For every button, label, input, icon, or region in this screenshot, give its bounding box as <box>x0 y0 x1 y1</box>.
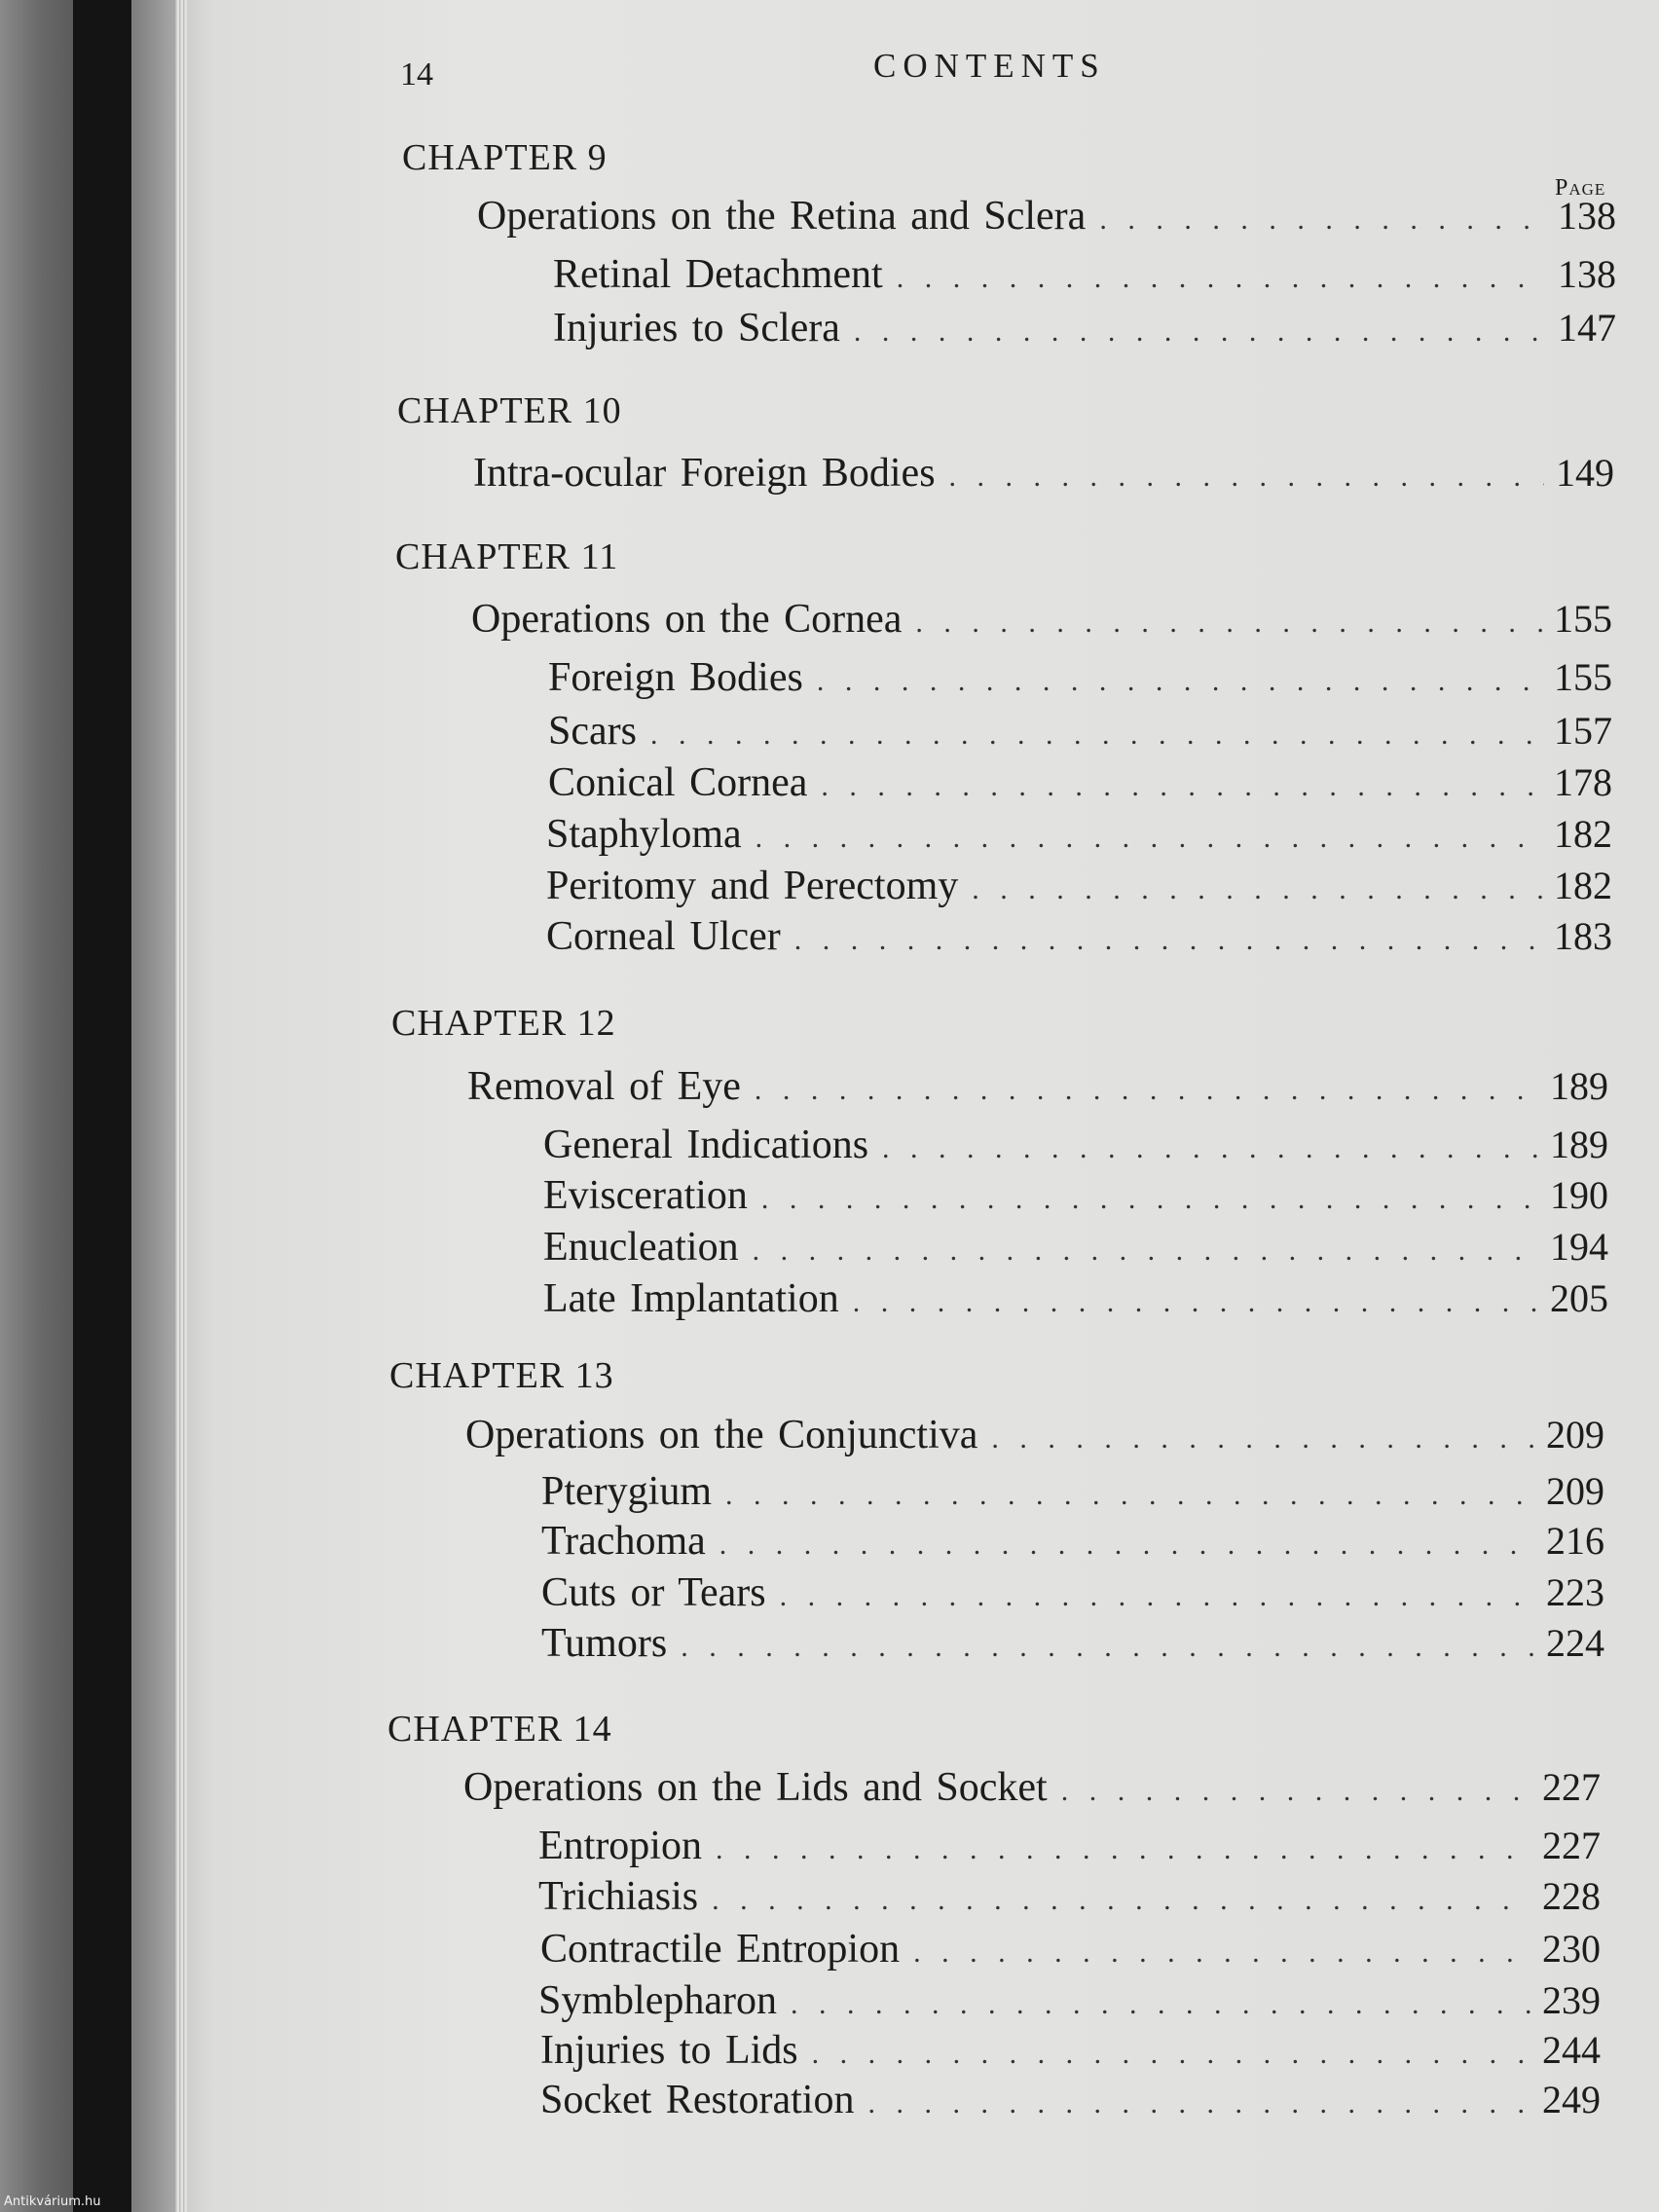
entry-label: Contractile Entropion <box>540 1927 901 1972</box>
toc-entry <box>541 1620 1604 1669</box>
entry-label: Late Implantation <box>543 1276 839 1321</box>
chapter-heading: CHAPTER 11 <box>395 536 619 577</box>
page-title: CONTENTS <box>873 47 1106 85</box>
entry-page: 194 <box>1550 1225 1608 1269</box>
toc-entry <box>543 1224 1608 1272</box>
toc-entry <box>540 1926 1601 1974</box>
dot-leader <box>794 924 1542 957</box>
dot-leader <box>650 719 1542 752</box>
dot-leader <box>712 1884 1530 1917</box>
entry-page: 239 <box>1542 1978 1601 2022</box>
dot-leader <box>897 262 1546 295</box>
entry-page: 224 <box>1546 1621 1604 1665</box>
dot-leader <box>681 1631 1534 1664</box>
entry-label: Removal of Eye <box>467 1064 741 1109</box>
entry-page: 216 <box>1546 1519 1604 1563</box>
dot-leader <box>1061 1775 1530 1808</box>
dot-leader <box>991 1422 1534 1456</box>
toc-entry <box>548 654 1612 703</box>
entry-label: Injuries to Lids <box>540 2028 798 2073</box>
toc-entry <box>540 2027 1601 2076</box>
dot-leader <box>867 2087 1530 2120</box>
toc-entry <box>538 1823 1601 1871</box>
entry-page: 190 <box>1550 1173 1608 1217</box>
entry-page: 147 <box>1558 306 1616 350</box>
entry-label: Scars <box>548 709 637 754</box>
toc-entry <box>538 1977 1601 2026</box>
entry-label: Symblepharon <box>538 1978 777 2023</box>
dot-leader <box>791 1988 1530 2021</box>
toc-entry <box>538 1873 1601 1922</box>
entry-label: Operations on the Conjunctiva <box>465 1413 978 1457</box>
dot-leader <box>812 2038 1530 2071</box>
entry-label: Corneal Ulcer <box>546 914 781 959</box>
entry-label: Socket Restoration <box>540 2078 855 2122</box>
dot-leader <box>780 1580 1534 1613</box>
entry-page: 227 <box>1542 1765 1601 1809</box>
entry-page: 138 <box>1558 194 1616 238</box>
toc-entry <box>471 596 1612 645</box>
page-edges <box>175 0 187 2212</box>
entry-page: 155 <box>1554 597 1612 641</box>
toc-entry <box>546 811 1612 860</box>
entry-label: Tumors <box>541 1621 668 1666</box>
dot-leader <box>756 822 1542 855</box>
entry-page: 182 <box>1554 864 1612 907</box>
entry-page: 209 <box>1546 1469 1604 1513</box>
entry-label: Intra-ocular Foreign Bodies <box>473 451 936 496</box>
toc-entry <box>541 1569 1604 1618</box>
entry-label: Staphyloma <box>546 812 742 857</box>
dot-leader <box>882 1132 1538 1165</box>
dot-leader <box>755 1074 1538 1107</box>
toc-entry <box>541 1468 1604 1517</box>
page-column-label: Page <box>1555 175 1606 201</box>
entry-label: Operations on the Retina and Sclera <box>477 194 1087 239</box>
entry-label: Pterygium <box>541 1469 712 1514</box>
entry-label: Trachoma <box>541 1519 706 1564</box>
dot-leader <box>853 1286 1538 1319</box>
dot-leader <box>854 315 1546 349</box>
entry-label: Retinal Detachment <box>553 252 883 297</box>
entry-page: 155 <box>1554 655 1612 699</box>
toc-entry <box>548 708 1612 756</box>
dot-leader <box>821 770 1542 803</box>
dot-leader <box>817 665 1542 698</box>
entry-label: Injuries to Sclera <box>553 306 840 350</box>
entry-page: 227 <box>1542 1824 1601 1867</box>
dot-leader <box>972 873 1542 906</box>
toc-entry <box>546 913 1612 962</box>
entry-page: 189 <box>1550 1064 1608 1108</box>
dot-leader <box>753 1235 1538 1268</box>
entry-page: 189 <box>1550 1123 1608 1166</box>
entry-label: Entropion <box>538 1824 702 1868</box>
dot-leader <box>761 1183 1538 1216</box>
dot-leader <box>719 1529 1534 1562</box>
chapter-heading: CHAPTER 10 <box>397 390 622 431</box>
page-number: 14 <box>400 56 433 92</box>
toc-entry <box>543 1122 1608 1170</box>
toc-entry <box>463 1764 1601 1813</box>
entry-label: Cuts or Tears <box>541 1570 766 1615</box>
entry-page: 209 <box>1546 1413 1604 1456</box>
entry-label: Evisceration <box>543 1173 748 1218</box>
toc-entry <box>553 251 1616 300</box>
toc-entry <box>543 1172 1608 1221</box>
entry-page: 228 <box>1542 1874 1601 1918</box>
entry-label: General Indications <box>543 1123 869 1167</box>
chapter-heading: CHAPTER 9 <box>402 137 608 178</box>
dot-leader <box>725 1479 1534 1512</box>
chapter-heading: CHAPTER 12 <box>391 1003 616 1044</box>
toc-entry <box>543 1275 1608 1324</box>
entry-page: 230 <box>1542 1927 1601 1971</box>
binding-shadow <box>73 0 131 2212</box>
entry-page: 183 <box>1554 914 1612 958</box>
dot-leader <box>915 607 1542 640</box>
toc-entry <box>467 1063 1608 1112</box>
entry-page: 138 <box>1558 252 1616 296</box>
watermark: Antikvárium.hu <box>4 2194 101 2209</box>
dot-leader <box>716 1833 1530 1866</box>
toc-entry <box>540 2077 1601 2125</box>
entry-label: Conical Cornea <box>548 760 808 805</box>
dot-leader <box>1099 203 1546 237</box>
entry-label: Enucleation <box>543 1225 739 1270</box>
binding-edge <box>131 0 175 2212</box>
dot-leader <box>913 1936 1530 1970</box>
dot-leader <box>949 461 1544 494</box>
chapter-heading: CHAPTER 14 <box>387 1709 612 1750</box>
entry-page: 157 <box>1554 709 1612 753</box>
toc-entry <box>546 863 1612 911</box>
entry-page: 205 <box>1550 1276 1608 1320</box>
entry-label: Operations on the Cornea <box>471 597 903 642</box>
entry-page: 249 <box>1542 2078 1601 2121</box>
toc-entry <box>541 1518 1604 1567</box>
toc-entry <box>477 193 1616 241</box>
entry-page: 244 <box>1542 2028 1601 2072</box>
entry-page: 149 <box>1556 451 1614 495</box>
chapter-heading: CHAPTER 13 <box>389 1355 614 1396</box>
toc-entry <box>465 1412 1604 1460</box>
entry-label: Peritomy and Perectomy <box>546 864 959 908</box>
entry-page: 223 <box>1546 1570 1604 1614</box>
entry-label: Operations on the Lids and Socket <box>463 1765 1048 1810</box>
entry-page: 178 <box>1554 760 1612 804</box>
entry-label: Trichiasis <box>538 1874 699 1919</box>
toc-entry <box>553 305 1616 353</box>
entry-page: 182 <box>1554 812 1612 856</box>
toc-entry <box>548 759 1612 808</box>
toc-entry <box>473 450 1614 498</box>
entry-label: Foreign Bodies <box>548 655 803 700</box>
